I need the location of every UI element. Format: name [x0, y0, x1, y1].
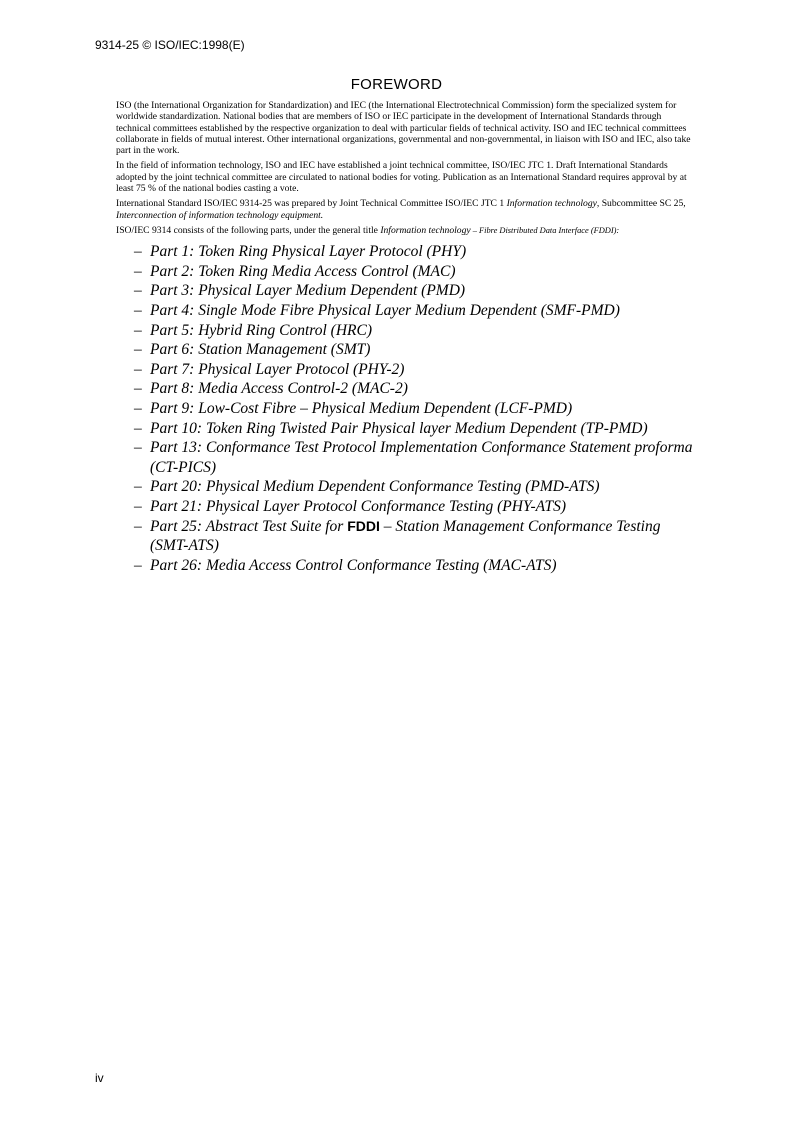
part-label: Part 21: Physical Layer Protocol Conformance Testing (PHY-ATS): [150, 497, 567, 515]
paragraph-1: ISO (the International Organization for Standardization) and IEC (the International Electrotechnical Commission) form the specialized system for worldwide standardization. National bodies that are members of ISO or IEC participate in the development of International Standards through technical committees established by the respective organization to deal with particular fields of technical activity. ISO and IEC technical committees collaborate in fields of mutual interest. Other international organizations, governmental and non-governmental, in liaison with ISO and IEC, also take part in the work.: [116, 100, 691, 157]
part-label: Part 20: Physical Medium Dependent Conformance Testing (PMD-ATS): [150, 478, 600, 496]
part-label: Part 1: Token Ring Physical Layer Protocol (PHY): [150, 243, 467, 261]
part-label: Part 13: Conformance Test Protocol Implementation Conformance Statement proforma (CT-PICS): [150, 439, 693, 476]
paragraph-4-text: ISO/IEC 9314 consists of the following parts, under the general title: [116, 224, 381, 236]
dash-bullet: –: [134, 302, 142, 320]
paragraph-3-subcommittee: , Subcommittee SC 25: [596, 198, 684, 210]
list-item: [116, 517, 696, 556]
list-item: [116, 340, 696, 360]
list-item: [116, 301, 696, 321]
part-label: Part 2: Token Ring Media Access Control (MAC): [150, 262, 456, 280]
part-label: Part 4: Single Mode Fibre Physical Layer Medium Dependent (SMF-PMD): [150, 302, 620, 320]
foreword-body: [116, 100, 696, 575]
dash-bullet: –: [134, 262, 142, 280]
dash-bullet: –: [134, 341, 142, 359]
list-item: [116, 379, 696, 399]
paragraph-4-italic-title: Information technology: [380, 224, 471, 236]
list-item: [116, 360, 696, 380]
list-item: [116, 321, 696, 341]
parts-list: [116, 242, 696, 575]
dash-bullet: –: [134, 439, 142, 457]
dash-bullet: –: [134, 360, 142, 378]
paragraph-4: [116, 225, 696, 236]
page-title: FOREWORD: [350, 76, 443, 93]
dash-bullet: –: [134, 497, 142, 515]
part-label: Part 26: Media Access Control Conformance Testing (MAC-ATS): [150, 556, 557, 574]
list-item: [116, 477, 696, 497]
paragraph-4-italic-subtitle: – Fibre Distributed Data Interface (FDDI):: [470, 225, 620, 235]
dash-bullet: –: [134, 243, 142, 261]
dash-bullet: –: [134, 517, 142, 535]
part-label: Part 6: Station Management (SMT): [150, 341, 371, 359]
part-label: Part 9: Low-Cost Fibre – Physical Medium Dependent (LCF-PMD): [150, 400, 573, 418]
list-item: [116, 497, 696, 517]
list-item: [116, 262, 696, 282]
dash-bullet: –: [134, 400, 142, 418]
part-label: Part 7: Physical Layer Protocol (PHY-2): [150, 360, 405, 378]
dash-bullet: –: [134, 478, 142, 496]
paragraph-3-italic-subtitle: , Interconnection of information technology equipment.: [116, 198, 686, 221]
part-label: Part 5: Hybrid Ring Control (HRC): [150, 321, 373, 339]
part-label: Part 3: Physical Layer Medium Dependent (PMD): [150, 282, 466, 300]
dash-bullet: –: [134, 282, 142, 300]
list-item: [116, 399, 696, 419]
page-header: 9314-25 © ISO/IEC:1998(E): [95, 38, 245, 52]
part-label: Part 8: Media Access Control-2 (MAC-2): [150, 380, 408, 398]
paragraph-2: In the field of information technology, ISO and IEC have established a joint technical committee, ISO/IEC JTC 1. Draft International Standards adopted by the joint technical committee are circulated to national bodies for voting. Publication as an International Standard requires approval by at least 75 % of the national bodies casting a vote.: [116, 160, 687, 195]
dash-bullet: –: [134, 380, 142, 398]
list-item: [116, 419, 696, 439]
list-item: [116, 242, 696, 262]
part-25-fddi: FDDI: [347, 517, 380, 534]
part-25-text: Part 25: Abstract Test Suite for: [150, 517, 348, 535]
part-25-rest: – Station Management Conformance Testing (SMT-ATS): [150, 517, 661, 555]
page-number: iv: [95, 1071, 104, 1085]
list-item: [116, 556, 696, 576]
dash-bullet: –: [134, 419, 142, 437]
paragraph-3-text: International Standard ISO/IEC 9314-25 was prepared by Joint Technical Committee ISO/IEC JTC 1: [116, 198, 507, 210]
list-item: [116, 281, 696, 301]
list-item: [116, 438, 696, 477]
dash-bullet: –: [134, 556, 142, 574]
paragraph-3: [116, 198, 696, 221]
part-label: Part 10: Token Ring Twisted Pair Physical layer Medium Dependent (TP-PMD): [150, 419, 648, 437]
paragraph-3-italic-title: Information technology: [506, 198, 597, 210]
dash-bullet: –: [134, 321, 142, 339]
